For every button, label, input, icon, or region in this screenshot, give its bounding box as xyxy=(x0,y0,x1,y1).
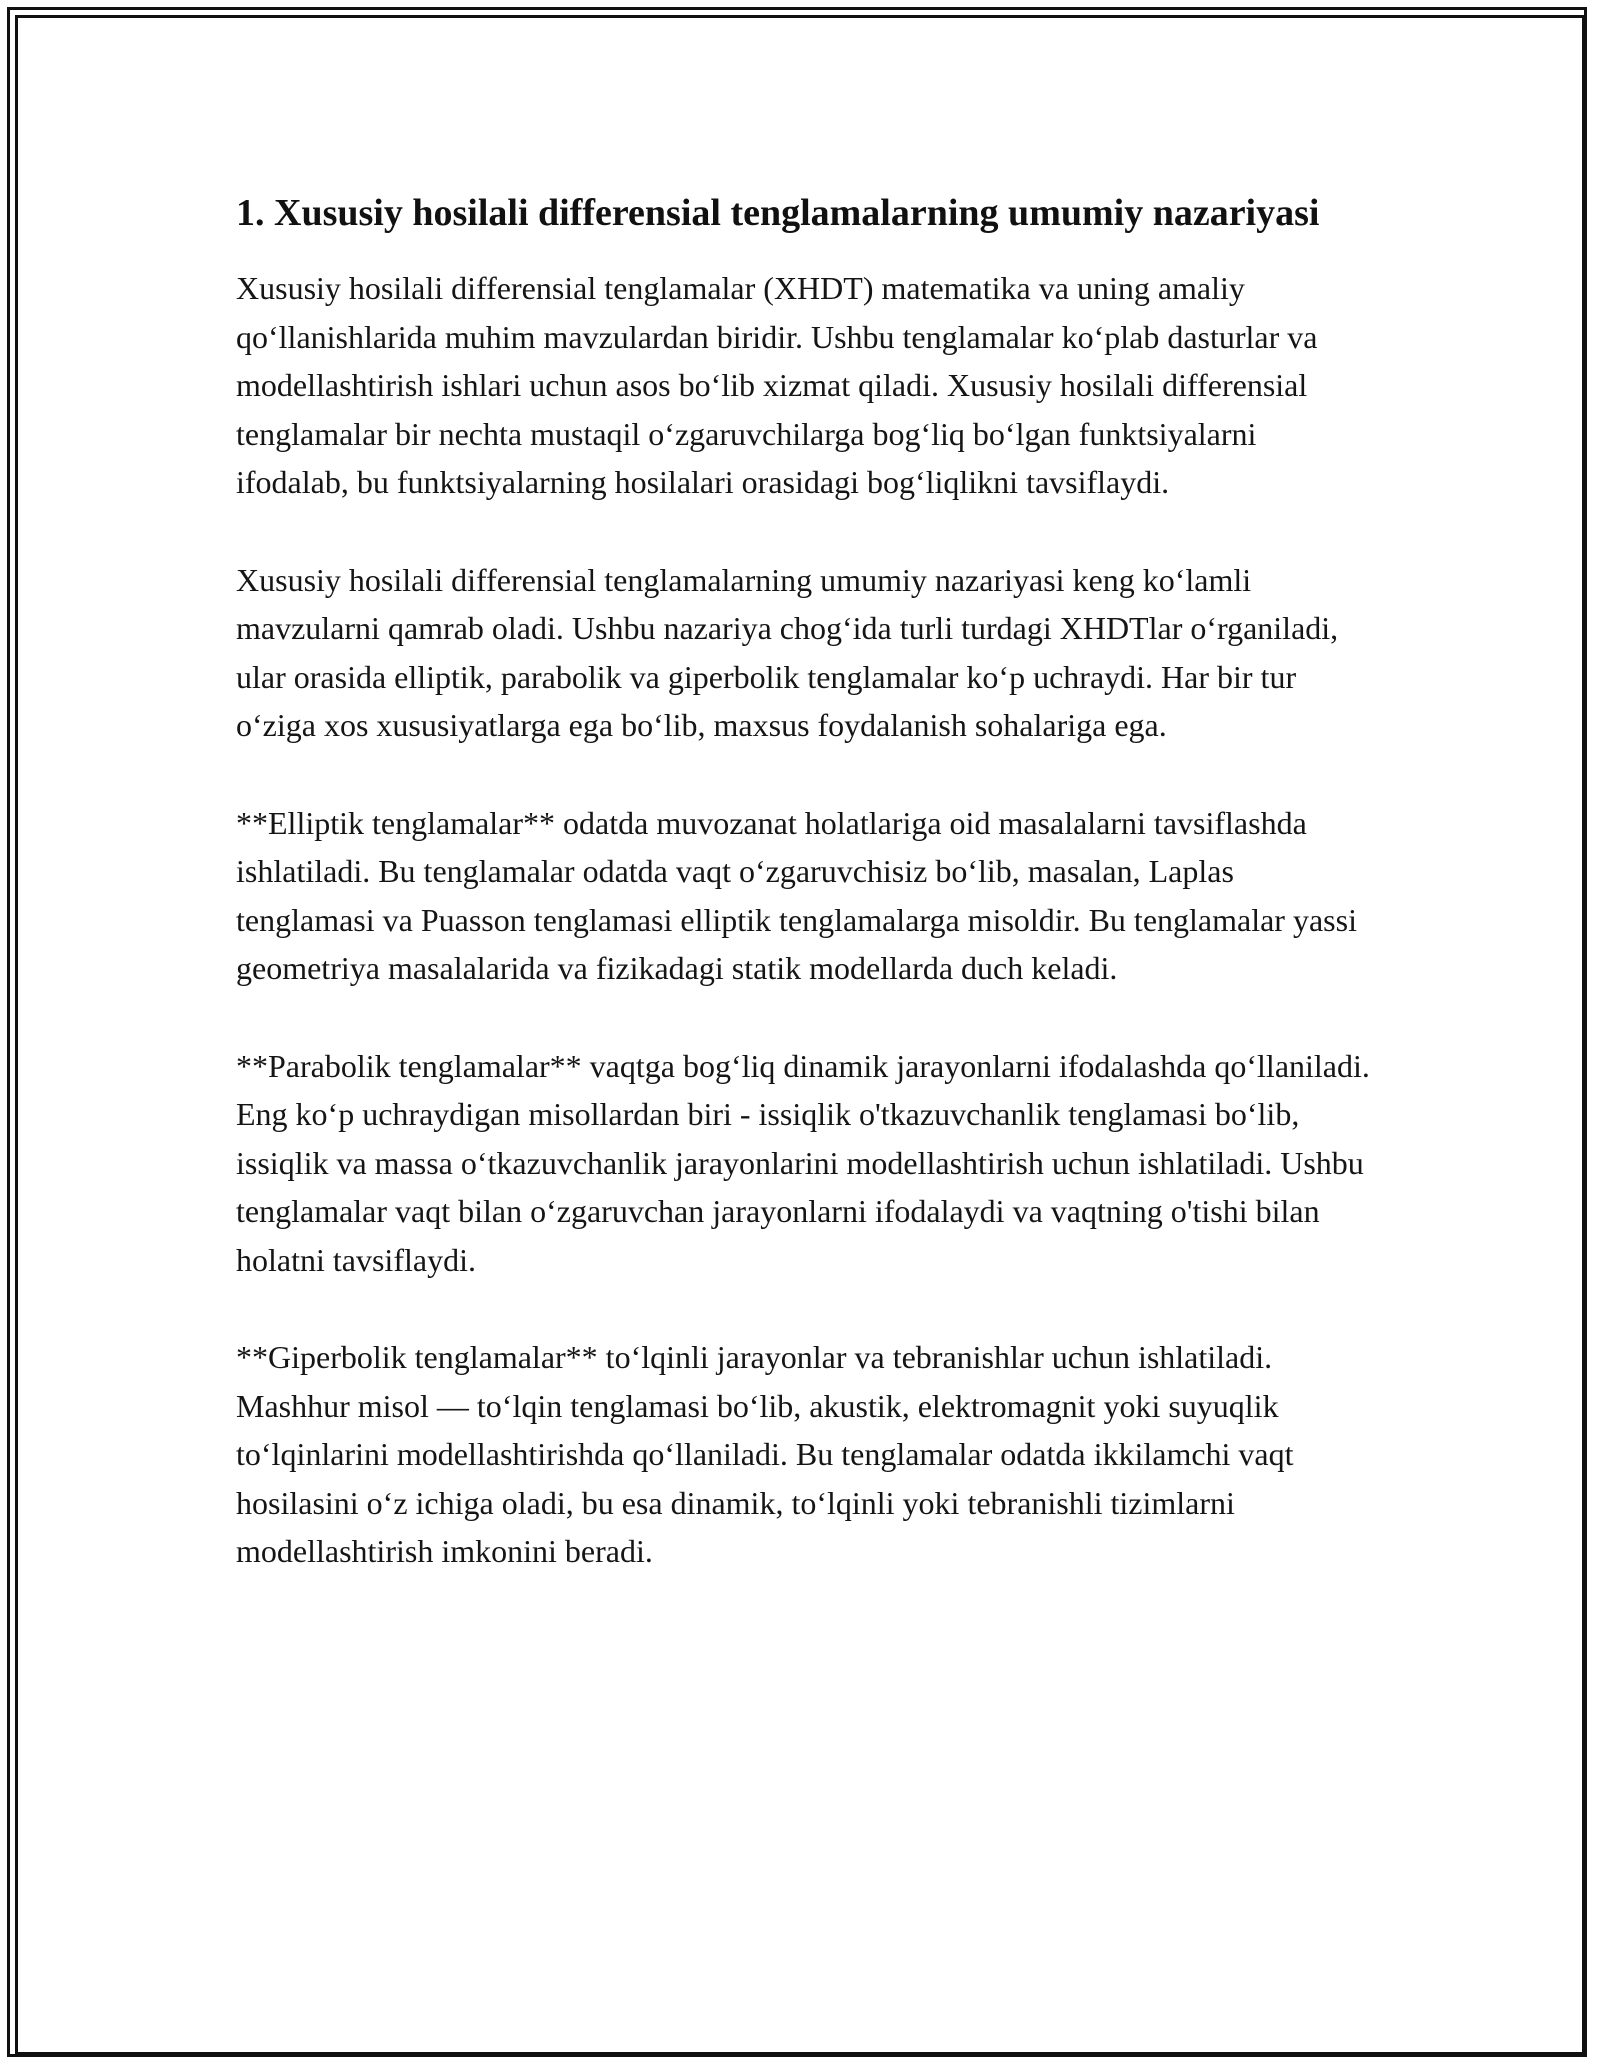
paragraph-general-theory: Xususiy hosilali differensial tenglamalarning umumiy nazariyasi keng ko‘lamli mavzularni qamrab oladi. Ushbu nazariya chog‘ida turli turdagi XHDTlar o‘rganiladi, ular orasida elliptik, parabolik va giperbolik tenglamalar ko‘p uchraydi. Har bir tur o‘ziga xos xususiyatlarga ega bo‘lib, maxsus foydalanish sohalariga ega. xyxy=(236,561,1339,743)
paragraph-parabolic: **Parabolik tenglamalar** vaqtga bog‘liq dinamik jarayonlarni ifodalashda qo‘llaniladi. Eng ko‘p uchraydigan misollardan biri - issiqlik o'tkazuvchanlik tenglamasi bo‘lib, issiqlik va massa o‘tkazuvchanlik jarayonlarini modellashtirish uchun ishlatiladi. Ushbu tenglamalar vaqt bilan o‘zgaruvchan jarayonlarni ifodalaydi va vaqtning o'tishi bilan holatni tavsiflaydi. xyxy=(236,1047,1370,1278)
document-body xyxy=(236,186,1376,1625)
paragraph-intro: Xususiy hosilali differensial tenglamalar (XHDT) matematika va uning amaliy qo‘llanishlarida muhim mavzulardan biridir. Ushbu tenglamalar ko‘plab dasturlar va modellashtirish ishlari uchun asos bo‘lib xizmat qiladi. Xususiy hosilali differensial tenglamalar bir nechta mustaqil o‘zgaruvchilarga bog‘liq bo‘lgan funktsiyalarni ifodalab, bu funktsiyalarning hosilalari orasidagi bog‘liqlikni tavsiflaydi. xyxy=(236,270,1318,500)
paragraph-hyperbolic: **Giperbolik tenglamalar** to‘lqinli jarayonlar va tebranishlar uchun ishlatiladi. Mashhur misol — to‘lqin tenglamasi bo‘lib, akustik, elektromagnit yoki suyuqlik to‘lqinlarini modellashtirishda qo‘llaniladi. Bu tenglamalar odatda ikkilamchi vaqt hosilasini o‘z ichiga oladi, bu esa dinamik, to‘lqinli yoki tebranishli tizimlarni modellashtirish imkonini beradi. xyxy=(236,1339,1294,1569)
section-heading: 1. Xususiy hosilali differensial tenglamalarning umumiy nazariyasi xyxy=(236,192,1320,234)
paragraph-elliptic: **Elliptik tenglamalar** odatda muvozanat holatlariga oid masalalarni tavsiflashda ishlatiladi. Bu tenglamalar odatda vaqt o‘zgaruvchisiz bo‘lib, masalan, Laplas tenglamasi va Puasson tenglamasi elliptik tenglamalarga misoldir. Bu tenglamalar yassi geometriya masalalarida va fizikadagi statik modellarda duch keladi. xyxy=(236,804,1357,986)
